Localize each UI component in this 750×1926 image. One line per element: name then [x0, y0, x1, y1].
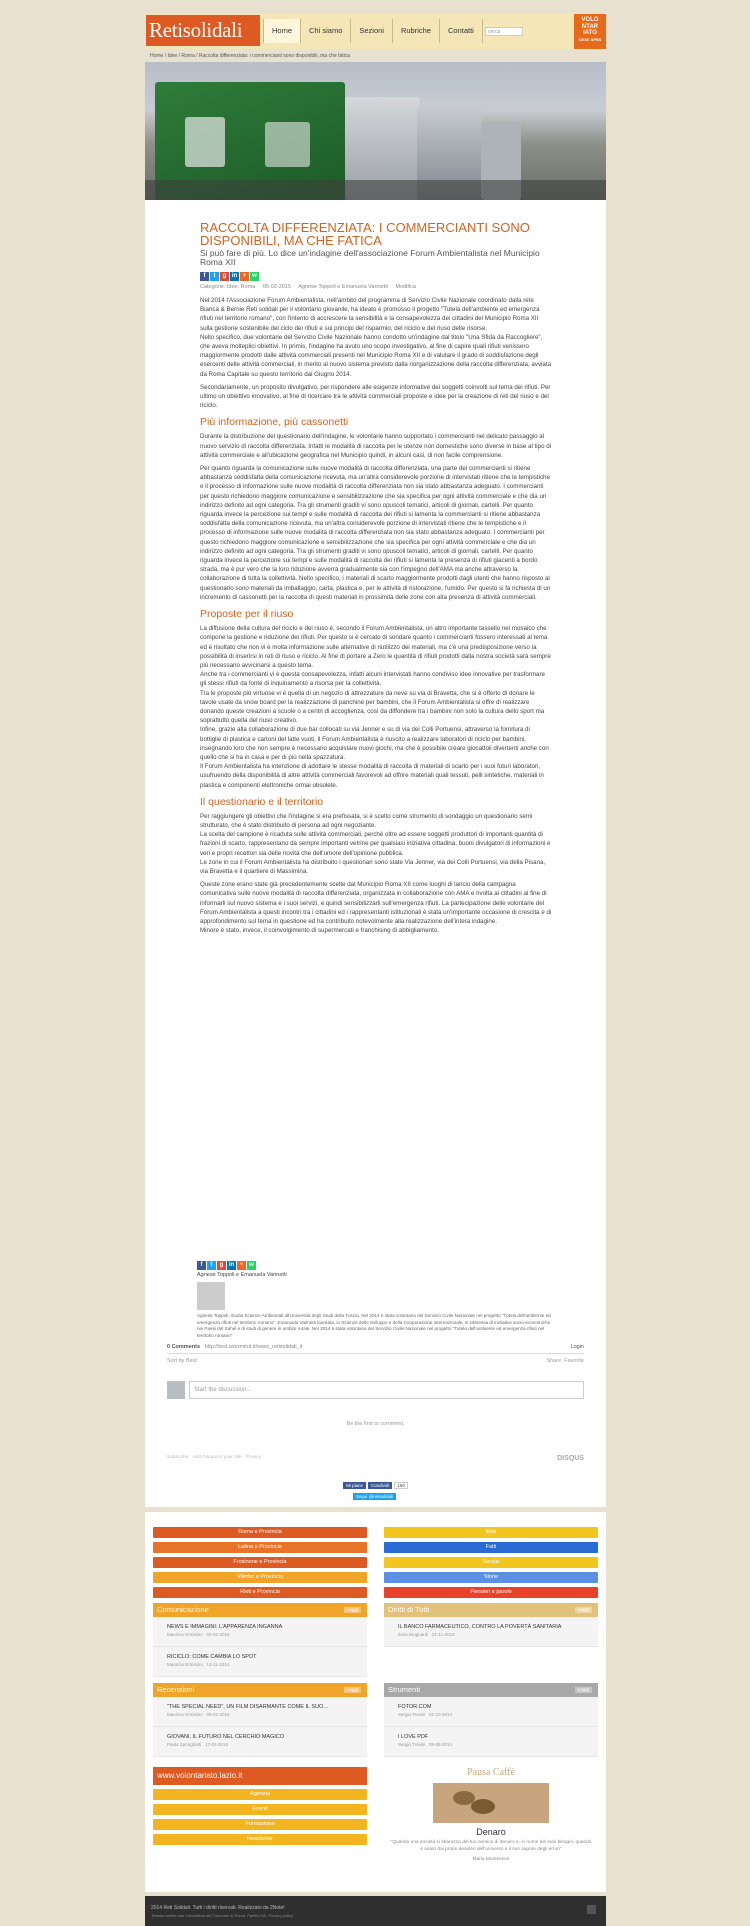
add-disqus-link[interactable]: Add Disqus to your site: [192, 1455, 242, 1460]
more-button[interactable]: Leggi: [575, 1687, 592, 1693]
list-item[interactable]: FOTOR.COM Sergio Trevisi 02-10-2014: [384, 1697, 598, 1727]
twitter-icon[interactable]: t: [207, 1261, 216, 1270]
avatar: [197, 1282, 225, 1310]
widget-comunicazione-header[interactable]: Comunicazione Leggi: [153, 1603, 367, 1617]
author-names[interactable]: Agnese Toppoli e Emanuela Varinetti: [197, 1272, 287, 1278]
comments-header: [167, 1344, 584, 1354]
twitter-icon[interactable]: t: [210, 272, 219, 281]
pausa-author: Maria Montessori: [472, 1857, 510, 1862]
copyright: 2014 Reti Solidali. Tutti i diritti riservati. Realizzato da 2Note!: [151, 1905, 285, 1911]
widget-strumenti-list: [384, 1697, 598, 1757]
share-plus-icon[interactable]: +: [240, 272, 249, 281]
paragraph: Secondariamente, un proposito divulgativo, per rispondere alle esigenze informative dei soggetti coinvolti sul tema dei rifiuti. Per ultimo un obiettivo innovativo, al fine di ricercare tra le attività commerciali proposte e idee per la creazione di reti del riuso e del riciclo.: [200, 383, 551, 410]
share-button[interactable]: Share: [546, 1358, 562, 1364]
widget-comunicazione-list: [153, 1617, 367, 1677]
author-box: [197, 1256, 557, 1339]
main-nav: [263, 18, 483, 44]
list-item[interactable]: GIOVANI, IL FUTURO NEL CERCHIO MAGICO Paola Springhetti 17-02-2015: [153, 1727, 367, 1757]
share-fb-button[interactable]: Condividi: [368, 1482, 393, 1489]
link-agenzia[interactable]: Agenzia: [153, 1789, 367, 1800]
paragraph: Per raggiungere gli obiettivi che l'indagine si era prefissata, si è scelto come strumento di sondaggio un questionario semi strutturato, che è stato distribuito di persona ad ogni negoziante. La scelta del campione è ricaduta sulle attività commerciali, perché oltre ad essere soggetti produttori di importanti quantità di frazioni di scarto, rappresentano da sempre importanti vetrine per qualsiasi iniziativa cittadina, buoni divulgatori di informazioni e veri e propri recettori sia delle novità che dell'umore dell'opinione pubblica. Le zone in cui il Forum Ambientalista ha distribuito i questionari sono state Via Jenner, via dei Colli Portuensi, via della Pisana, via Bravetta e il quartiere di Massimina.: [200, 812, 551, 875]
article-subtitle: Si può fare di più. Lo dice un'indagine dell'associazione Forum Ambientalista nel Municipio Roma XII: [200, 248, 540, 267]
widget-strumenti-header[interactable]: Strumenti Leggi: [384, 1683, 598, 1697]
region-frosinone[interactable]: Frosinone e Provincia: [153, 1557, 367, 1568]
follow-twitter-button[interactable]: Segui @retisolidali: [353, 1493, 396, 1500]
list-item[interactable]: "THE SPECIAL NEED", UN FILM DISARMANTE COME IL SUO... Maurizio Ermisino 09-02-2015: [153, 1697, 367, 1727]
section-idee[interactable]: Idee: [384, 1527, 598, 1538]
disqus-logo[interactable]: DISQUS: [557, 1455, 584, 1462]
legal-text: Testata iscritta alla Cancelleria del Tribunale di Roma. Partita IVA. Privacy policy: [151, 1913, 293, 1918]
section-heading: Più informazione, più cassonetti: [200, 416, 349, 429]
link-newsletter[interactable]: Newsletter: [153, 1834, 367, 1845]
pausa-word: Denaro: [476, 1827, 506, 1837]
authors[interactable]: Agnese Toppoli e Emanuela Varinetti: [298, 284, 388, 290]
region-viterbo[interactable]: Viterbo e Provincia: [153, 1572, 367, 1583]
volontariato-header[interactable]: www.volontariato.lazio.it: [153, 1767, 367, 1785]
facebook-icon[interactable]: f: [200, 272, 209, 281]
comment-input[interactable]: Start the discussion...: [189, 1381, 584, 1399]
nav-contatti[interactable]: Contatti: [440, 19, 483, 43]
privacy-link[interactable]: Privacy: [245, 1455, 262, 1460]
more-button[interactable]: Leggi: [575, 1607, 592, 1613]
widget-diritti-list: [384, 1617, 598, 1647]
comment-count[interactable]: 0 Comments: [167, 1344, 201, 1350]
like-button[interactable]: Mi piace: [343, 1482, 366, 1489]
pausa-caffe-title: Pausa Caffè: [467, 1767, 515, 1778]
section-heading: Proposte per il riuso: [200, 608, 294, 621]
google-plus-icon[interactable]: g: [217, 1261, 226, 1270]
google-plus-icon[interactable]: g: [220, 272, 229, 281]
widget-diritti-header[interactable]: Diritti di Tutti Leggi: [384, 1603, 598, 1617]
empty-comments: Be the first to comment.: [346, 1421, 405, 1427]
comments-section: [167, 1344, 584, 1500]
linkedin-icon[interactable]: in: [228, 1262, 235, 1268]
coins-image: [433, 1783, 549, 1823]
section-servizi[interactable]: Servizi: [384, 1557, 598, 1568]
paragraph: Durante la distribuzione del questionario dell'indagine, le volontarie hanno supportato i commercianti nel delicato passaggio al nuovo servizio di raccolta differenziata. Infatti le modalità di raccolta per le utenze non domestiche sono diverse in base al tipo di attività commerciale e all'ubicazione geografica nel Municipio quindi, in alcuni casi, di non facile comprensione.: [200, 433, 552, 459]
hero-image: [145, 62, 606, 200]
categories[interactable]: Categorie: Idee, Roma: [200, 284, 256, 290]
list-item[interactable]: IL BANCO FARMACEUTICO, CONTRO LA POVERTÀ SANITARIA Ilaria Dioguardi 21-11-2014: [384, 1617, 598, 1647]
nav-sezioni[interactable]: Sezioni: [351, 19, 393, 43]
widget-recensioni-list: [153, 1697, 367, 1757]
linkedin-icon[interactable]: in: [231, 273, 238, 279]
pausa-caffe-widget: [384, 1767, 598, 1862]
article-title: RACCOLTA DIFFERENZIATA: I COMMERCIANTI SONO DISPONIBILI, MA CHE FATICA: [200, 220, 530, 248]
site-header: [145, 14, 606, 49]
list-item[interactable]: RICICLO: COME CAMBIA LO SPOT Maurizio Ermisino 13-11-2014: [153, 1647, 367, 1677]
share-plus-icon[interactable]: +: [237, 1261, 246, 1270]
comments-url[interactable]: http://test.avermind.it/www_retisolidali_it: [204, 1344, 303, 1350]
paragraph: Nel 2014 l'Associazione Forum Ambientalista, nell'ambito del programma di Servizio Civile Nazionale coordinato dalla rete Bianca & Bernie Reti solidali per il volontario giovanile, ha ideato e promosso il progetto "Tutela dell'ambiente ed emergenza rifiuti nel territorio romano", con l'intento di accrescere la sensibilità e la consapevolezza dei cittadini del Municipio Roma XII sulla gestione sostenibile del ciclo dei rifiuti e sui principi del risparmio, del riciclo e del riuso delle risorse. Nello specifico, due volontarie del Servizio Civile Nazionale hanno condotto un'indagine dal titolo "Una Sfida da Raccogliere", che aveva molteplici obiettivi. In primis, l'indagine ha avuto uno scopo investigativo, al fine di capire quali rifiuti venissero maggiormente prodotti dalle attività commerciali presenti nel Municipio Roma XII e di valutare il grado di soddisfazione degli esercenti delle attività commerciali, in merito al nuovo sistema previsto dalla riorganizzazione della raccolta differenziata, avviata da Roma Capitale su questo territorio dal Giugno 2014.: [200, 297, 552, 378]
section-heading: Il questionario e il territorio: [200, 795, 324, 808]
edit-link[interactable]: Modifica: [395, 284, 416, 290]
region-roma[interactable]: Roma e Provincia: [153, 1527, 367, 1538]
site-footer: [145, 1896, 606, 1926]
widget-recensioni-header[interactable]: Recensioni Leggi: [153, 1683, 367, 1697]
share-buttons: [200, 272, 552, 281]
link-eventi[interactable]: Eventi: [153, 1804, 367, 1815]
login-button[interactable]: Login: [570, 1344, 584, 1350]
date: 05-02-2015: [262, 284, 292, 290]
whatsapp-icon[interactable]: w: [250, 272, 259, 281]
paragraph: Per quanto riguarda la comunicazione sulle nuove modalità di raccolta differenziata, una parte dei commercianti si ritiene abbastanza soddisfatta della comunicazione ricevuta, ma un'altra considerevole porzione di intervistati ritiene che le tempistiche e il processo di informazione sulle nuove modalità di raccolta differenziata non sia stato abbastanza adeguato. I commercianti per questo richiedono maggiore comunicazione e sensibilizzazione che sia specifica per ogni attività commerciale e che dia un indirizzo definito ad ogni categoria. Tra gli strumenti graditi vi sono opuscoli tematici, articoli di giornali, cartelli. Per quanto riguarda invece la percezione sui tempi e sulle modalità di raccolta dei rifiuti si lamenta la commercianti si ritiene abbastanza soddisfatta della comunicazione ricevuta, ma un'altra considerevole porzione di intervistati ritiene che le tempistiche e il processo di informazione sulle nuove modalità di raccolta differenziata non sia stato abbastanza adeguato. I commercianti per questo richiedono maggiore comunicazione e sensibilizzazione che sia specifica per ogni attività commerciale e che dia un indirizzo definito ad ogni categoria. Tra gli strumenti graditi vi sono opuscoli tematici, articoli di giornali, cartelli. Per quanto riguarda invece la percezione sui tempi e sulle modalità di raccolta dei rifiuti si lamenta la presenza di rifiuti giacenti a bordo strada, ma è pur vero che la loro riduzione avverrà gradualmente sia con l'impegno dell'AMA ma anche attraverso la collaborazione di tutta la collettività. Nello specifico, i materiali di scarto maggiormente prodotti dagli utenti che hanno risposto al questionario sono materiali da imballaggio, carta, plastica e, per le attività di ristorazione, l'umido. Per questo si fa richiesta di un incremento di cassonetti per la raccolta di questi materiali in prossimità delle zone con alta presenza di attività commerciali.: [200, 465, 551, 601]
like-count: 150: [394, 1482, 408, 1489]
link-formazione[interactable]: Formazione: [153, 1819, 367, 1830]
avatar: [167, 1381, 185, 1399]
facebook-icon[interactable]: f: [197, 1261, 206, 1270]
share-buttons: [197, 1261, 557, 1270]
region-latina[interactable]: Latina e Provincia: [153, 1542, 367, 1553]
pausa-quote: "Quando una società si sbarazza del tuo nemico di denaro e, in nome dei suoi bisogni, quando è usato dai propri desideri dell'universo e il suo sapore degli errori": [390, 1840, 592, 1852]
volontariato-badge[interactable]: VOLO NTAR IATO CESV SPES: [574, 14, 606, 49]
whatsapp-icon[interactable]: w: [247, 1261, 256, 1270]
section-pensieri[interactable]: Pensieri e parole: [384, 1587, 598, 1598]
section-fatti[interactable]: Fatti: [384, 1542, 598, 1553]
article: [200, 222, 552, 939]
breadcrumb: Home / Idee / Roma / Raccolta differenziata: i commercianti sono disponibili, ma che fatica: [150, 53, 350, 59]
sort-dropdown[interactable]: Sort by Best: [167, 1358, 197, 1364]
list-item[interactable]: I LOVE PDF Sergio Trevisi 08-09-2014: [384, 1727, 598, 1757]
paragraph: Queste zone erano state già precedentemente scelte dal Municipio Roma XII come luoghi di lancio della campagna comunicativa sulle nuove modalità di raccolta differenziata, organizzata in collaborazione con AMA e rivolta ai cittadini al fine di informarli sul nuovo sistema e i suoi servizi, e quindi sensibilizzarli sull'emergenza rifiuti. La partecipazione delle volontarie del Forum Ambientalista a questi incontri tra i cittadini ed i rappresentanti istituzionali è stata un'importante occasione di crescita e di approfondimento sul tema in questione ed ha contribuito notevolmente alla realizzazione dell'intera indagine. Minore è stato, invece, il coinvolgimento di supermercati e franchising di abbigliamento.: [200, 881, 552, 935]
site-logo[interactable]: Retisolidali: [146, 15, 260, 46]
list-item[interactable]: NEWS E IMMAGINI: L'APPARENZA INGANNA Maurizio Ermisino 02-02-2015: [153, 1617, 367, 1647]
nav-home[interactable]: Home: [263, 19, 301, 43]
author-bio: Agnese Toppoli, studia Scienze Ambientali all'Università degli Studi della Tuscia. Nel 2014 è stata volontaria del Servizio Civile Nazionale nel progetto "Tutela dell'ambiente ed emergenza rifiuti nel territorio romano". Emanuela Varinetti laureata, in Scienze dello Sviluppo e della Cooperazione Internazionale, si interessa di iniziative socio-economiche nei Paesi del Sahel e di studi di genere in ambito rurale. Nel 2014 è stata volontaria del Servizio Civile Nazionale nel progetto "Tutela dell'ambiente ed emergenza rifiuti nel territorio romano": [197, 1313, 551, 1338]
search-input[interactable]: cerca: [485, 27, 523, 36]
region-rieti[interactable]: Rieti e Provincia: [153, 1587, 367, 1598]
paragraph: La diffusione della cultura del riciclo e del riuso è, secondo il Forum Ambientalista, un altro importante tassello nel mosaico che compone la gestione e riduzione dei rifiuti. Per questo si è cercato di sondare quanto i commercianti fossero interessati al tema ed è risultato che non vi è molta informazione sulle alternative di riutilizzo dei materiali, ma c'è una predisposizione verso la possibilità di inserirsi in reti di riuso e riciclo. Al fine di portare a Zero le quantità di rifiuti prodotti dalla nostra società sarà sempre più necessario avvicinarsi a questo tema. Anche tra i commercianti vi è questa consapevolezza, infatti alcuni intervistati hanno condiviso idee innovative per trasformare gli stessi rifiuti da fonte di inquinamento a risorsa per la collettività. Tra le proposte più virtuose vi è quella di un negozio di attrezzature da neve su via di Bravetta, che si è offerto di donare le tavole usate da snow board per la realizzazione di panchine per bambini, che il Forum Ambientalista si offre di realizzare donando queste creazioni a scuole o a centri di accoglienza, così da diffondere tra i bambini non solo la cultura dello sport ma soprattutto quella del riuso creativo. Infine, grazie alla collaborazione di due bar collocati su via Jenner e su di via dei Colli Portuensi, attraverso la fornitura di bottiglie di plastica e cartoni del latte vuoti, il Forum Ambientalista è riuscito a realizzare laboratori di riciclo per bambini, insegnando loro che non sempre è necessario acquistare nuovi giochi, ma che è possibile creare giocattoli divertenti anche con quello che si ha in casa e per di più nella spazzatura. Il Forum Ambientalista ha intenzione di adottare le stesse modalità di raccolta di materiali di scarto per i suoi futuri laboratori, usufruendo della disponibilità di altre attività commerciali favorevoli ad offrire materiali quali tessuti, pelli sintetiche, materiali in plastica e componenti elettroniche ormai obsolete.: [200, 625, 551, 789]
nav-rubriche[interactable]: Rubriche: [393, 19, 440, 43]
scroll-top-icon[interactable]: [587, 1905, 596, 1914]
subscribe-link[interactable]: Subscribe: [167, 1455, 189, 1460]
more-button[interactable]: Leggi: [344, 1607, 361, 1613]
section-storie[interactable]: Storie: [384, 1572, 598, 1583]
nav-chi-siamo[interactable]: Chi siamo: [301, 19, 351, 43]
favorite-button[interactable]: Favorite: [564, 1358, 584, 1364]
more-button[interactable]: Leggi: [344, 1687, 361, 1693]
